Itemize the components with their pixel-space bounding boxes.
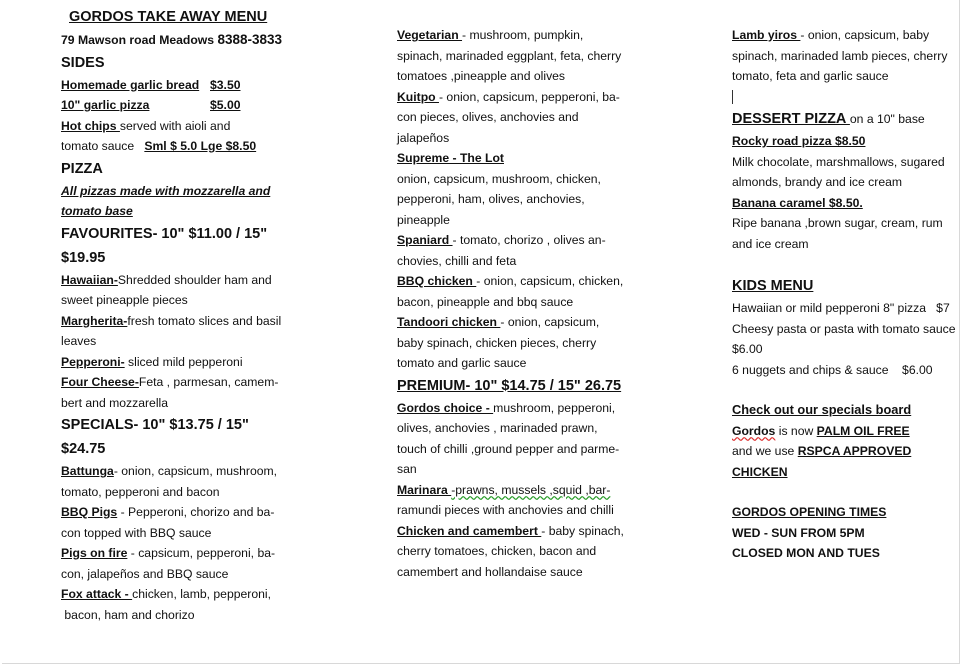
favourites-heading: FAVOURITES- 10" $11.00 / 15": [61, 225, 268, 242]
dessert-item-name: Banana caramel $8.50.: [732, 195, 863, 210]
palm-oil-line: [732, 421, 960, 442]
kids-item: Cheesy pasta or pasta with tomato sauce: [732, 321, 956, 336]
side-item-name: 10" garlic pizza: [61, 98, 150, 112]
opening-times-line: WED - SUN FROM 5PM: [732, 525, 865, 540]
item-name: Vegetarian: [397, 28, 463, 42]
item-name: Pepperoni-: [61, 354, 125, 369]
item-desc-line: baby spinach, chicken pieces, cherry: [397, 335, 597, 350]
item-desc-line: jalapeños: [397, 130, 450, 145]
hot-chips-desc-2: tomato sauce: [61, 139, 135, 153]
specials-board-note: Check out our specials board: [732, 402, 912, 417]
address-line: [61, 30, 361, 51]
spacer: [732, 380, 960, 400]
item-desc-line: con pieces, olives, anchovies and: [397, 110, 579, 124]
item-name: Tandoori chicken: [397, 315, 501, 329]
side-item: [61, 95, 361, 116]
dessert-heading-line: [732, 107, 960, 131]
pizza-note-2: tomato base: [61, 204, 133, 218]
item-desc-line: chovies, chilli and feta: [397, 253, 517, 268]
item-name: Pigs on fire: [61, 546, 128, 560]
item-name: Gordos choice -: [397, 400, 494, 415]
item-desc-line: tomatoes ,pineapple and olives: [397, 69, 566, 83]
item-desc: - onion, capsicum, chicken,: [476, 274, 624, 288]
spacer: [732, 254, 960, 274]
item-desc-line: con, jalapeños and BBQ sauce: [61, 566, 229, 581]
rspca-chicken: CHICKEN: [732, 464, 788, 479]
side-item-price: $5.00: [210, 98, 241, 112]
kids-item: $6.00: [732, 342, 763, 356]
menu-item: [397, 230, 727, 251]
item-name: Chicken and camembert: [397, 523, 542, 538]
text-cursor-icon: [732, 90, 733, 104]
gordos-word: Gordos: [732, 423, 776, 438]
item-desc-line: camembert and hollandaise sauce: [397, 564, 583, 579]
item-name: Four Cheese-: [61, 375, 139, 389]
menu-item: [61, 372, 361, 393]
menu-item: [61, 584, 361, 605]
hot-chips-item: [61, 116, 361, 137]
item-name: Margherita-: [61, 313, 128, 328]
menu-column-1: [61, 6, 361, 625]
item-name: Spaniard: [397, 233, 453, 247]
specials-heading-price: $24.75: [61, 441, 106, 457]
item-desc-line: Ripe banana ,brown sugar, cream, rum: [732, 216, 943, 230]
side-item: [61, 75, 361, 96]
item-desc-line: leaves: [61, 334, 97, 348]
menu-item: [397, 521, 727, 542]
menu-item: [397, 398, 727, 419]
item-desc-line: almonds, brandy and ice cream: [732, 175, 903, 189]
item-desc-line: onion, capsicum, mushroom, chicken,: [397, 171, 601, 186]
item-desc: Feta , parmesan, camem-: [138, 375, 279, 389]
menu-item: [397, 312, 727, 333]
dessert-item-name: Rocky road pizza $8.50: [732, 134, 866, 148]
item-name: Kuitpo: [397, 89, 439, 104]
pizza-note: All pizzas made with mozzarella and: [61, 183, 271, 198]
item-desc-line: spinach, marinaded eggplant, feta, cherry: [397, 48, 622, 63]
item-desc: -prawns, mussels ,squid ,bar-: [451, 482, 611, 497]
rspca-text: and we use: [732, 444, 798, 458]
opening-times-heading: GORDOS OPENING TIMES: [732, 505, 887, 519]
sides-heading: SIDES: [61, 54, 105, 71]
item-name: Marinara: [397, 482, 452, 497]
menu-item: [397, 148, 727, 169]
kids-menu-heading: KIDS MENU: [732, 278, 814, 294]
item-name: Hawaiian-: [61, 272, 118, 287]
item-name: Supreme - The Lot: [397, 151, 504, 165]
item-desc-line: san: [397, 462, 417, 476]
item-name: Fox attack -: [61, 587, 133, 601]
item-desc: - onion, capsicum, pepperoni, ba-: [438, 89, 620, 104]
item-desc-line: pineapple: [397, 212, 450, 227]
item-desc-line: tomato, feta and garlic sauce: [732, 69, 889, 83]
menu-item: [397, 480, 727, 501]
item-desc-line: cherry tomatoes, chicken, bacon and: [397, 544, 597, 558]
menu-page: [2, 0, 960, 664]
item-desc: - onion, capsicum, baby: [800, 28, 930, 42]
item-name: Battunga: [61, 464, 114, 478]
item-desc: chicken, lamb, pepperoni,: [132, 587, 272, 601]
item-desc: - Pepperoni, chorizo and ba-: [117, 505, 275, 519]
hot-chips-desc: served with aioli and: [119, 118, 231, 133]
hot-chips-line-2: [61, 136, 361, 157]
item-desc-line: tomato, pepperoni and bacon: [61, 484, 220, 499]
menu-item: [61, 461, 361, 482]
side-item-price: $3.50: [210, 77, 241, 92]
address: 79 Mawson road Meadows: [61, 33, 215, 47]
specials-heading: SPECIALS- 10" $13.75 / 15": [61, 417, 249, 433]
menu-item: [61, 543, 361, 564]
dessert-heading: DESSERT PIZZA: [732, 111, 850, 127]
rspca-approved: RSPCA APPROVED: [797, 444, 912, 458]
item-desc: - onion, capsicum, mushroom,: [113, 464, 278, 478]
menu-item: [732, 25, 960, 46]
premium-heading: PREMIUM- 10" $14.75 / 15" 26.75: [397, 377, 622, 394]
item-desc-line: bacon, ham and chorizo: [61, 607, 195, 622]
menu-item: [397, 25, 727, 46]
item-desc: - onion, capsicum,: [500, 315, 600, 329]
menu-item: [61, 270, 361, 291]
item-desc: sliced mild pepperoni: [124, 354, 243, 369]
phone-number: 8388-3833: [217, 32, 283, 47]
item-desc-line: spinach, marinaded lamb pieces, cherry: [732, 48, 948, 63]
item-desc-line: bert and mozzarella: [61, 395, 169, 410]
item-desc: - mushroom, pumpkin,: [462, 28, 584, 42]
item-name: Lamb yiros: [732, 28, 801, 42]
item-desc-line: touch of chilli ,ground pepper and parme-: [397, 441, 620, 456]
item-desc: fresh tomato slices and basil: [127, 313, 282, 328]
kids-item: 6 nuggets and chips & sauce $6.00: [732, 362, 933, 377]
item-desc-line: sweet pineapple pieces: [61, 293, 188, 307]
hot-chips-prices: Sml $ 5.0 Lge $8.50: [144, 139, 257, 153]
hot-chips-name: Hot chips: [61, 118, 120, 133]
item-desc-line: pepperoni, ham, olives, anchovies,: [397, 192, 585, 206]
spacer: [732, 482, 960, 502]
item-desc: mushroom, pepperoni,: [493, 400, 616, 415]
menu-title: GORDOS TAKE AWAY MENU: [69, 9, 268, 25]
menu-column-3: [732, 25, 960, 564]
text-cursor-line: [732, 87, 960, 108]
menu-item: [397, 87, 727, 108]
menu-item: [61, 352, 361, 373]
item-desc-line: tomato and garlic sauce: [397, 356, 527, 370]
item-name: BBQ chicken: [397, 274, 477, 288]
item-desc: - tomato, chorizo , olives an-: [452, 233, 606, 247]
menu-column-2: [397, 25, 727, 582]
item-desc-line: olives, anchovies , marinaded prawn,: [397, 421, 598, 435]
kids-item: Hawaiian or mild pepperoni 8" pizza $7: [732, 301, 950, 315]
pizza-heading: PIZZA: [61, 160, 103, 177]
item-desc: Shredded shoulder ham and: [117, 272, 272, 287]
menu-item: [61, 502, 361, 523]
menu-item: [397, 271, 727, 292]
item-desc-line: ramundi pieces with anchovies and chilli: [397, 503, 614, 517]
palm-text: is now: [775, 423, 817, 438]
item-desc-line: bacon, pineapple and bbq sauce: [397, 294, 574, 309]
rspca-line: [732, 441, 960, 462]
favourites-heading-price: $19.95: [61, 249, 106, 266]
dessert-subheading: on a 10" base: [849, 112, 925, 126]
item-desc-line: con topped with BBQ sauce: [61, 525, 212, 540]
item-desc: - capsicum, pepperoni, ba-: [127, 546, 276, 560]
item-name: BBQ Pigs: [61, 505, 118, 519]
side-item-name: Homemade garlic bread: [61, 77, 200, 92]
palm-oil-free: PALM OIL FREE: [816, 423, 910, 438]
item-desc: - baby spinach,: [541, 523, 624, 538]
item-desc-line: Milk chocolate, marshmallows, sugared: [732, 154, 945, 169]
item-desc-line: and ice cream: [732, 236, 809, 251]
closed-days-line: CLOSED MON AND TUES: [732, 546, 880, 560]
menu-item: [61, 311, 361, 332]
